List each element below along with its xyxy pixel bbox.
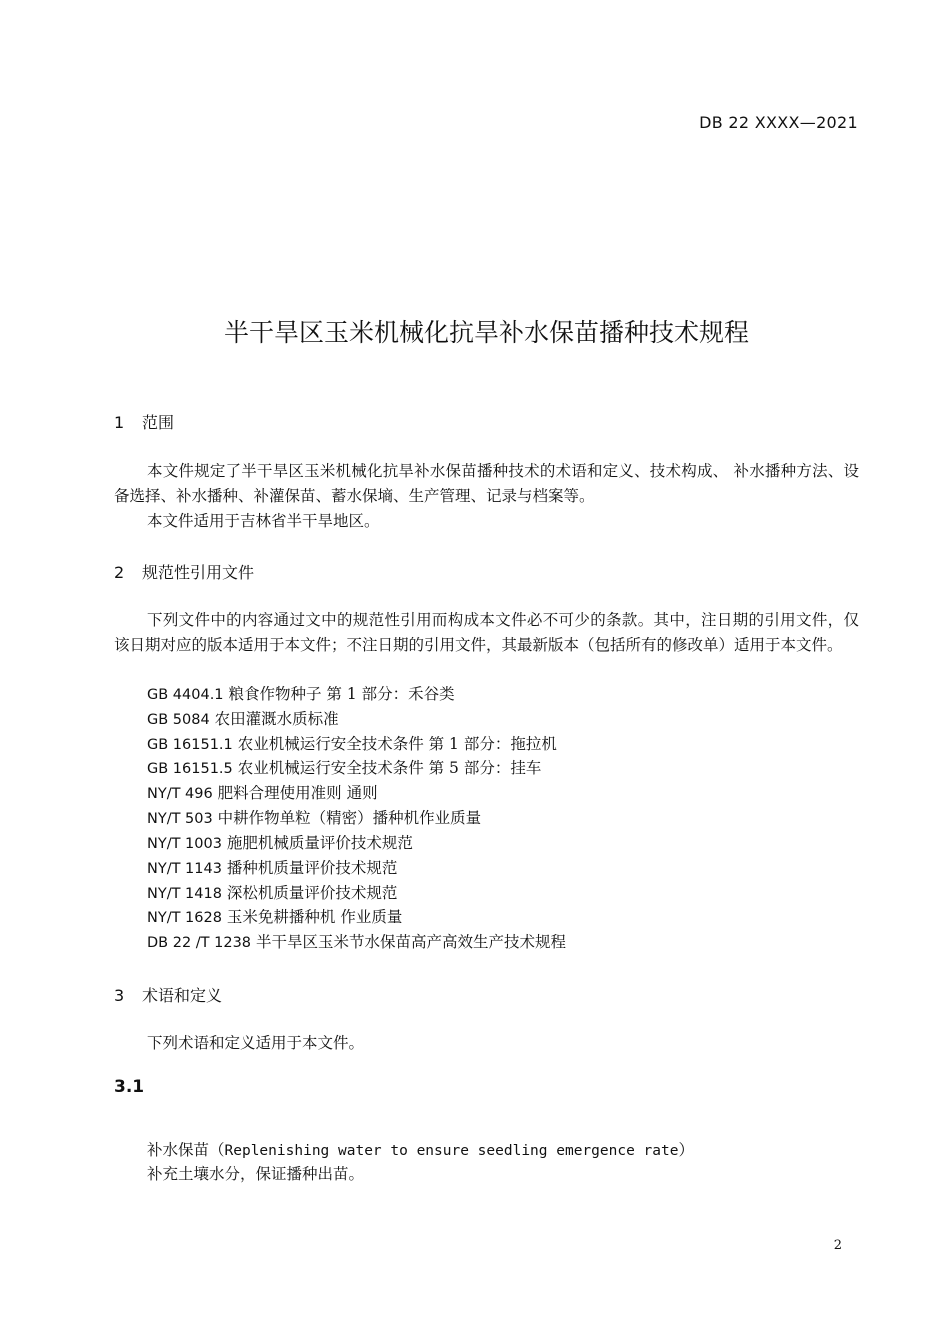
- reference-code: NY/T 1143: [147, 861, 222, 877]
- reference-code: NY/T 1418: [147, 886, 222, 902]
- reference-name: 中耕作物单粒（精密）播种机作业质量: [217, 809, 482, 827]
- reference-item: [147, 856, 397, 882]
- reference-name: 深松机质量评价技术规范: [226, 884, 398, 902]
- term-text: 补水保苗（Replenishing water to ensure seedling emergence rate）: [147, 1141, 694, 1159]
- reference-name: 农业机械运行安全技术条件 第 1 部分：拖拉机: [237, 735, 557, 753]
- reference-name: 播种机质量评价技术规范: [226, 859, 398, 877]
- section-3-heading: [114, 983, 222, 1006]
- reference-code: DB 22 /T 1238: [147, 935, 252, 951]
- reference-item: [147, 781, 378, 807]
- reference-name: 农业机械运行安全技术条件 第 5 部分：挂车: [237, 759, 542, 777]
- section-title: 范围: [142, 413, 175, 432]
- document-code: DB 22 XXXX—2021: [699, 113, 858, 132]
- section-title: 术语和定义: [142, 986, 223, 1005]
- reference-name: 施肥机械质量评价技术规范: [226, 834, 413, 852]
- reference-code: NY/T 1628: [147, 910, 222, 926]
- section-number: 3: [114, 986, 125, 1005]
- term-title: [147, 1138, 694, 1164]
- reference-item: [147, 831, 413, 857]
- term-definition: 补充土壤水分，保证播种出苗。: [147, 1165, 365, 1183]
- reference-item: [147, 905, 402, 931]
- section-3-paragraph: 下列术语和定义适用于本文件。: [147, 1034, 365, 1052]
- reference-name: 半干旱区玉米节水保苗高产高效生产技术规程: [255, 933, 566, 951]
- section-title: 规范性引用文件: [142, 563, 255, 582]
- section-1-paragraph: 本文件规定了半干旱区玉米机械化抗旱补水保苗播种技术的术语和定义、技术构成、 补水播种方法、设备选择、补水播种、补灌保苗、蓄水保墒、生产管理、记录与档案等。: [114, 462, 859, 505]
- page-number: 2: [833, 1238, 842, 1253]
- reference-code: GB 16151.1: [147, 737, 233, 753]
- section-2-heading: [114, 560, 254, 583]
- reference-item: [147, 881, 397, 907]
- reference-code: GB 4404.1: [147, 687, 224, 703]
- section-2-paragraph: 下列文件中的内容通过文中的规范性引用而构成本文件必不可少的条款。其中，注日期的引用文件，仅该日期对应的版本适用于本文件；不注日期的引用文件，其最新版本（包括所有的修改单）适用于本文件。: [114, 611, 859, 654]
- reference-item: [147, 930, 566, 956]
- reference-code: NY/T 1003: [147, 836, 222, 852]
- reference-name: 农田灌溉水质标准: [214, 710, 339, 728]
- term-number: 3.1: [114, 1077, 145, 1097]
- reference-item: [147, 756, 541, 782]
- reference-code: NY/T 503: [147, 811, 213, 827]
- document-title: 半干旱区玉米机械化抗旱补水保苗播种技术规程: [223, 318, 749, 347]
- reference-item: [147, 732, 557, 758]
- reference-code: NY/T 496: [147, 786, 213, 802]
- reference-item: [147, 806, 481, 832]
- reference-name: 粮食作物种子 第 1 部分：禾谷类: [228, 685, 455, 703]
- section-1-paragraph: 本文件适用于吉林省半干旱地区。: [147, 512, 380, 530]
- reference-name: 玉米免耕播种机 作业质量: [226, 908, 403, 926]
- reference-code: GB 5084: [147, 712, 210, 728]
- reference-name: 肥料合理使用准则 通则: [217, 784, 378, 802]
- section-1-heading: [114, 410, 174, 433]
- section-number: 2: [114, 563, 125, 582]
- reference-item: [147, 682, 455, 708]
- reference-item: [147, 707, 339, 733]
- reference-code: GB 16151.5: [147, 761, 233, 777]
- section-number: 1: [114, 413, 125, 432]
